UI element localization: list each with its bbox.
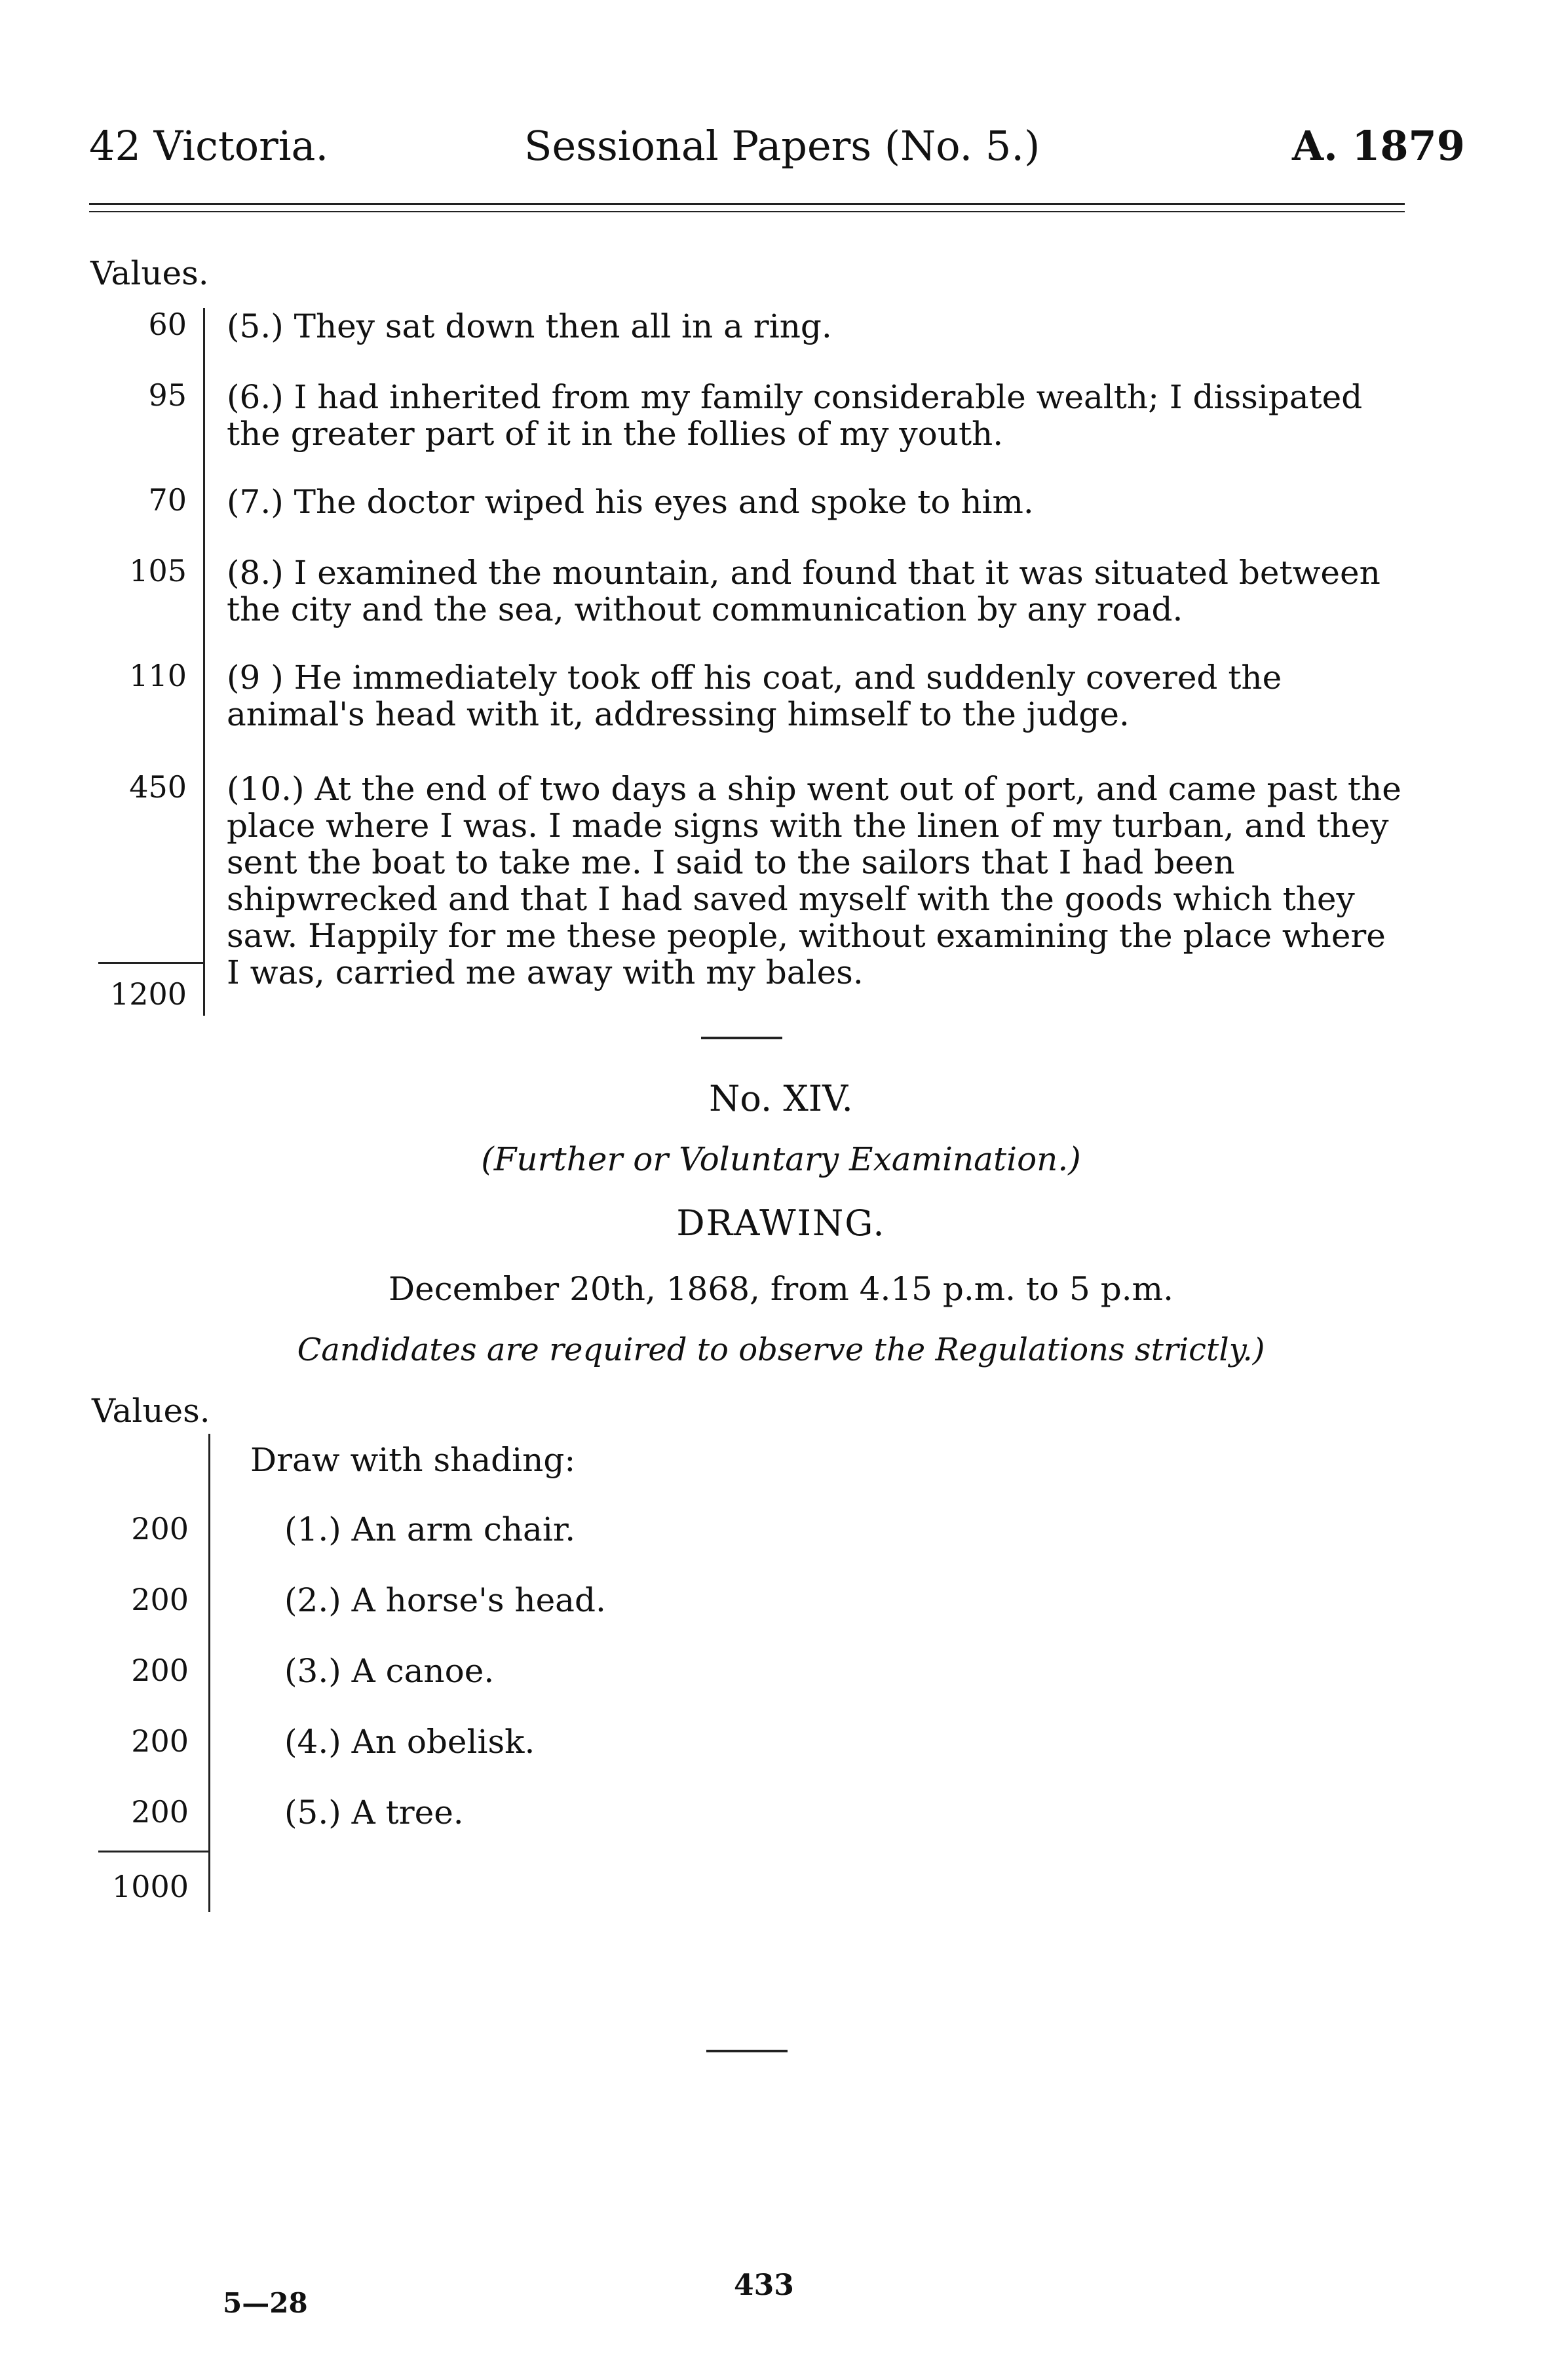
header-rule-bottom xyxy=(89,211,1405,212)
page-number: 433 xyxy=(734,2269,794,2302)
exam-subtitle: (Further or Voluntary Examination.) xyxy=(481,1140,1081,1178)
header-center: Sessional Papers (No. 5.) xyxy=(524,122,1040,170)
total-rule-1 xyxy=(98,962,203,964)
footer-signature: 5—28 xyxy=(223,2287,308,2319)
values-total-2: 1000 xyxy=(111,1869,189,1904)
exam-number: No. XIV. xyxy=(709,1078,853,1119)
value-q7: 70 xyxy=(148,482,187,518)
header-rule-top xyxy=(89,203,1405,205)
value-q9: 110 xyxy=(129,658,187,693)
drawing-2: (2.) A horse's head. xyxy=(284,1581,606,1619)
drawing-4: (4.) An obelisk. xyxy=(284,1723,535,1761)
value-q6: 95 xyxy=(148,377,187,413)
drawing-5: (5.) A tree. xyxy=(284,1794,464,1832)
section-divider-1 xyxy=(701,1037,782,1039)
values-label-1: Values. xyxy=(90,254,209,292)
value-q8: 105 xyxy=(129,553,187,588)
values-total-1: 1200 xyxy=(109,976,187,1012)
values-divider-1 xyxy=(203,308,205,1016)
question-5: (5.) They sat down then all in a ring. xyxy=(227,307,832,345)
question-9: (9 ) He immediately took off his coat, and suddenly covered the animal's head with it, addressing himself to the judge. xyxy=(227,659,1282,733)
question-10: (10.) At the end of two days a ship went out of port, and came past the place where I was. I made signs with the linen of my turban, and they sent the boat to take me. I said to the sailors that I had been shipwrecked and that I had saved myself with the goods which they saw. Happily for me these people, without examining the place where I was, carried me away with my bales. xyxy=(227,770,1401,991)
total-rule-2 xyxy=(98,1851,208,1852)
value-d5: 200 xyxy=(131,1794,189,1830)
values-divider-2 xyxy=(208,1434,210,1912)
question-8: (8.) I examined the mountain, and found that it was situated between the city and the sea, without communication by any road. xyxy=(227,554,1381,628)
value-d2: 200 xyxy=(131,1582,189,1617)
value-q10: 450 xyxy=(129,769,187,805)
value-d4: 200 xyxy=(131,1723,189,1759)
drawing-1: (1.) An arm chair. xyxy=(284,1510,576,1548)
section-divider-2 xyxy=(706,2050,788,2052)
exam-date: December 20th, 1868, from 4.15 p.m. to 5 p.m. xyxy=(389,1270,1173,1308)
header-left: 42 Victoria. xyxy=(89,122,329,170)
values-label-2: Values. xyxy=(92,1392,210,1430)
drawing-3: (3.) A canoe. xyxy=(284,1652,495,1690)
header-right: A. 1879 xyxy=(1292,122,1465,170)
exam-subject: DRAWING. xyxy=(676,1202,886,1244)
exam-note: Candidates are required to observe the Regulations strictly.) xyxy=(297,1332,1265,1368)
value-q5: 60 xyxy=(148,307,187,342)
question-7: (7.) The doctor wiped his eyes and spoke to him. xyxy=(227,483,1034,521)
question-6: (6.) I had inherited from my family considerable wealth; I dissipated the greater part of it in the follies of my youth. xyxy=(227,378,1363,453)
value-d3: 200 xyxy=(131,1653,189,1688)
drawing-instruction: Draw with shading: xyxy=(250,1441,576,1479)
value-d1: 200 xyxy=(131,1511,189,1546)
